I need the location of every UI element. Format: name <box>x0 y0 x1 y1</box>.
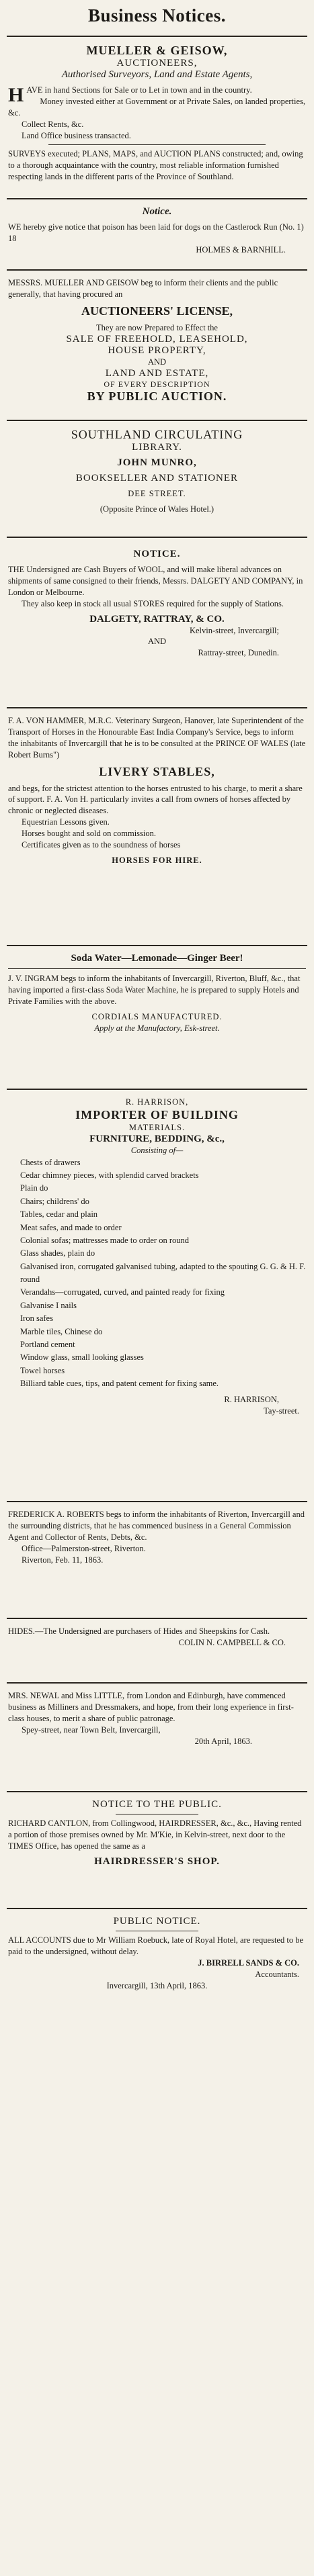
prepared-text: They are now Prepared to Effect the <box>96 322 218 332</box>
firm-name: DALGETY, RATTRAY, & CO. <box>89 613 225 625</box>
office-line: Office—Palmerston-street, Riverton. <box>22 1543 146 1553</box>
hire-line: HORSES FOR HIRE. <box>112 855 202 865</box>
list-item: Tables, cedar and plain <box>20 1209 98 1220</box>
ad-body: J. V. INGRAM begs to inform the inhabitants of Invercargill, Riverton, Bluff, &c., that having imported a first-class Soda Water Machine, he is prepared to supply Hotels and Private Families with the above. <box>8 974 301 1006</box>
firm-name: MUELLER & GEISOW, <box>86 44 228 57</box>
list-item: Colonial sofas; mattresses made to order on round <box>20 1235 189 1245</box>
ad-heading: IMPORTER OF BUILDING <box>75 1107 239 1121</box>
apply-line: Apply at the Manufactory, Esk-street. <box>94 1023 220 1033</box>
date-line: 20th April, 1863. <box>194 1736 252 1746</box>
ad-public-notice-sands <box>7 1913 307 2014</box>
address-2: Rattray-street, Dunedin. <box>198 648 279 658</box>
ad-heading: NOTICE TO THE PUBLIC. <box>92 1799 222 1810</box>
ad-von-hammer-veterinary <box>7 712 307 941</box>
ad-hides-campbell <box>7 1623 307 1678</box>
broken-line: Horses bought and sold on commission. <box>22 829 156 838</box>
owner-trade: BOOKSELLER AND STATIONER <box>75 473 239 484</box>
equestrian-line: Equestrian Lessons given. <box>22 817 110 827</box>
ad-body-land-office: Land Office business transacted. <box>22 130 131 140</box>
divider <box>48 144 266 145</box>
ad-body: FREDERICK A. ROBERTS begs to inform the inhabitants of Riverton, Invercargill and the surrounding districts, that he has commenced business in a General Commission Agent and Collector of Rents, Debts, &c. <box>8 1510 305 1542</box>
livery-body: and begs, for the strictest attention to the horses entrusted to his charge, to merit a share of support. F. A. Von H. particularly invites a call from owners of horses affected by chronic or neglected diseases. <box>8 783 303 816</box>
divider <box>7 1618 307 1619</box>
stores-text: They also keep in stock all usual STORES required for the supply of Stations. <box>22 598 284 608</box>
materials-line: MATERIALS. <box>128 1122 186 1132</box>
land-line: LAND AND ESTATE, <box>105 367 209 379</box>
drop-cap: H <box>8 84 24 106</box>
divider <box>7 1791 307 1792</box>
business-notices-column <box>7 0 307 2014</box>
auction-line: BY PUBLIC AUCTION. <box>87 389 227 404</box>
list-item: Chairs; childrens' do <box>20 1196 89 1206</box>
ad-circulating-library <box>7 425 307 533</box>
divider <box>7 420 307 421</box>
library-title: SOUTHLAND CIRCULATING <box>71 428 243 441</box>
ad-milliners <box>7 1688 307 1787</box>
cordials-line: CORDIALS MANUFACTURED. <box>91 1011 223 1021</box>
divider <box>7 707 307 708</box>
divider <box>7 269 307 271</box>
ad-body-surveys: SURVEYS executed; PLANS, MAPS, and AUCTION PLANS constructed; and, owing to a thorough acquaintance with the country, most reliable information furnished respecting lands in the different parts of the Province of Southland. <box>8 149 303 182</box>
ad-poison-notice <box>7 203 307 265</box>
library-title-2: LIBRARY. <box>132 442 182 453</box>
date-line: Riverton, Feb. 11, 1863. <box>22 1555 104 1565</box>
ad-hairdresser-cantlon <box>7 1796 307 1904</box>
ad-heading: PUBLIC NOTICE. <box>113 1916 201 1927</box>
ad-frederick-roberts <box>7 1506 307 1614</box>
address-1: Kelvin-street, Invercargill; <box>189 625 279 635</box>
divider <box>7 537 307 538</box>
firm-role: AUCTIONEERS, <box>116 58 198 68</box>
role-line: Accountants. <box>255 1969 299 1979</box>
list-item: Iron safes <box>20 1314 53 1324</box>
ad-body: MESSRS. MUELLER AND GEISOW beg to inform their clients and the public generally, that having procured an <box>8 278 278 299</box>
street: DEE STREET. <box>128 489 186 498</box>
ad-heading: NOTICE. <box>133 549 181 559</box>
divider <box>7 1089 307 1090</box>
list-item: Towel horses <box>20 1365 65 1375</box>
list-item: Verandahs—corrugated, curved, and painted ready for fixing <box>20 1287 225 1297</box>
divider <box>7 1682 307 1684</box>
ad-body: THE Undersigned are Cash Buyers of WOOL, and will make liberal advances on shipments of same consigned to their friends, Messrs. DALGETY AND COMPANY, in London or Melbourne. <box>8 565 303 597</box>
ad-harrison-building-materials <box>7 1094 307 1497</box>
address-line: Spey-street, near Town Belt, Invercargill, <box>22 1724 161 1735</box>
consisting-line: Consisting of— <box>130 1145 184 1155</box>
ad-mueller-geisow-surveyors <box>7 41 307 194</box>
dealer-name: R. HARRISON, <box>125 1097 189 1107</box>
ad-body: HIDES.—The Undersigned are purchasers of Hides and Sheepskins for Cash. <box>8 1626 270 1636</box>
certificates-line: Certificates given as to the soundness of horses <box>22 839 181 849</box>
list-item: Window glass, small looking glasses <box>20 1352 144 1363</box>
ad-body: WE hereby give notice that poison has been laid for dogs on the Castlerock Run (No. 1) 18 <box>8 222 304 243</box>
banner: Soda Water—Lemonade—Ginger Beer! <box>71 953 243 964</box>
and-line: AND <box>147 637 167 647</box>
stock-list <box>8 1156 306 1391</box>
list-item: Billiard table cues, tips, and patent cement for fixing same. <box>20 1379 219 1388</box>
description-line: OF EVERY DESCRIPTION <box>104 379 210 389</box>
ad-body: F. A. VON HAMMER, M.R.C. Veterinary Surgeon, Hanover, late Superintendent of the Transport of Horses in the Honourable East India Company's Service, begs to inform the inhabitants of Invercargill that he is to be consulted at the PRINCE OF WALES (late Robert Burns") <box>8 716 306 760</box>
ad-signature: R. HARRISON, <box>224 1395 279 1405</box>
list-item: Galvanise I nails <box>20 1300 77 1310</box>
furniture-line: FURNITURE, BEDDING, &c., <box>89 1133 225 1144</box>
ad-body: RICHARD CANTLON, from Collingwood, HAIRDRESSER, &c., &c., Having rented a portion of those premises owned by Mr. M'Kie, in Kelvin-street, next door to the TIMES Office, has opened the same as a <box>8 1819 302 1851</box>
ad-signature: J. BIRRELL SANDS & CO. <box>198 1958 299 1968</box>
divider <box>7 1501 307 1502</box>
ad-auctioneers-license <box>7 275 307 416</box>
ad-body: MRS. NEWAL and Miss LITTLE, from London and Edinburgh, have commenced business as Milliners and Dressmakers, and hope, from their long experience in first-class houses, to merit a share of public patronage. <box>8 1691 294 1723</box>
masthead: Business Notices. <box>87 5 226 26</box>
and-line: AND <box>147 357 167 367</box>
list-item: Galvanised iron, corrugated galvanised tubing, adapted to the spouting G. G. & H. F. round <box>20 1261 306 1284</box>
license-heading: AUCTIONEERS' LICENSE, <box>81 304 233 318</box>
ad-signature: COLIN N. CAMPBELL & CO. <box>178 1637 286 1647</box>
ad-soda-water-ingram <box>7 950 307 1085</box>
list-item: Marble tiles, Chinese do <box>20 1326 103 1336</box>
street: Tay-street. <box>264 1406 299 1416</box>
ad-body: ALL ACCOUNTS due to Mr William Roebuck, late of Royal Hotel, are requested to be paid to the undersigned, without delay. <box>8 1935 303 1956</box>
sale-line: SALE OF FREEHOLD, LEASEHOLD, <box>66 333 248 344</box>
divider <box>7 1908 307 1909</box>
list-item: Portland cement <box>20 1339 75 1349</box>
ad-body-money: Money invested either at Government or at Private Sales, on landed properties, &c. <box>8 96 306 118</box>
ad-heading: Notice. <box>142 206 172 217</box>
divider <box>7 198 307 199</box>
ad-dalgety-wool <box>7 542 307 703</box>
divider <box>8 968 306 969</box>
list-item: Cedar chimney pieces, with splendid carved brackets <box>20 1170 199 1180</box>
ad-body: AVE in hand Sections for Sale or to Let in town and in the country. <box>26 85 252 95</box>
divider <box>7 36 307 37</box>
firm-authorised: Authorised Surveyors, Land and Estate Agents, <box>61 69 253 80</box>
date-line: Invercargill, 13th April, 1863. <box>106 1980 208 1990</box>
ad-signature: HOLMES & BARNHILL. <box>196 244 286 255</box>
livery-heading: LIVERY STABLES, <box>99 764 215 778</box>
list-item: Meat safes, and made to order <box>20 1222 122 1232</box>
list-item: Chests of drawers <box>20 1157 81 1167</box>
opposite-note: (Opposite Prince of Wales Hotel.) <box>100 504 214 514</box>
list-item: Plain do <box>20 1183 48 1193</box>
house-line: HOUSE PROPERTY, <box>108 344 206 356</box>
list-item: Glass shades, plain do <box>20 1248 95 1258</box>
owner-name: JOHN MUNRO, <box>117 457 197 468</box>
ad-body-rents: Collect Rents, &c. <box>22 119 84 129</box>
shop-line: HAIRDRESSER'S SHOP. <box>94 1855 220 1867</box>
divider <box>7 945 307 946</box>
